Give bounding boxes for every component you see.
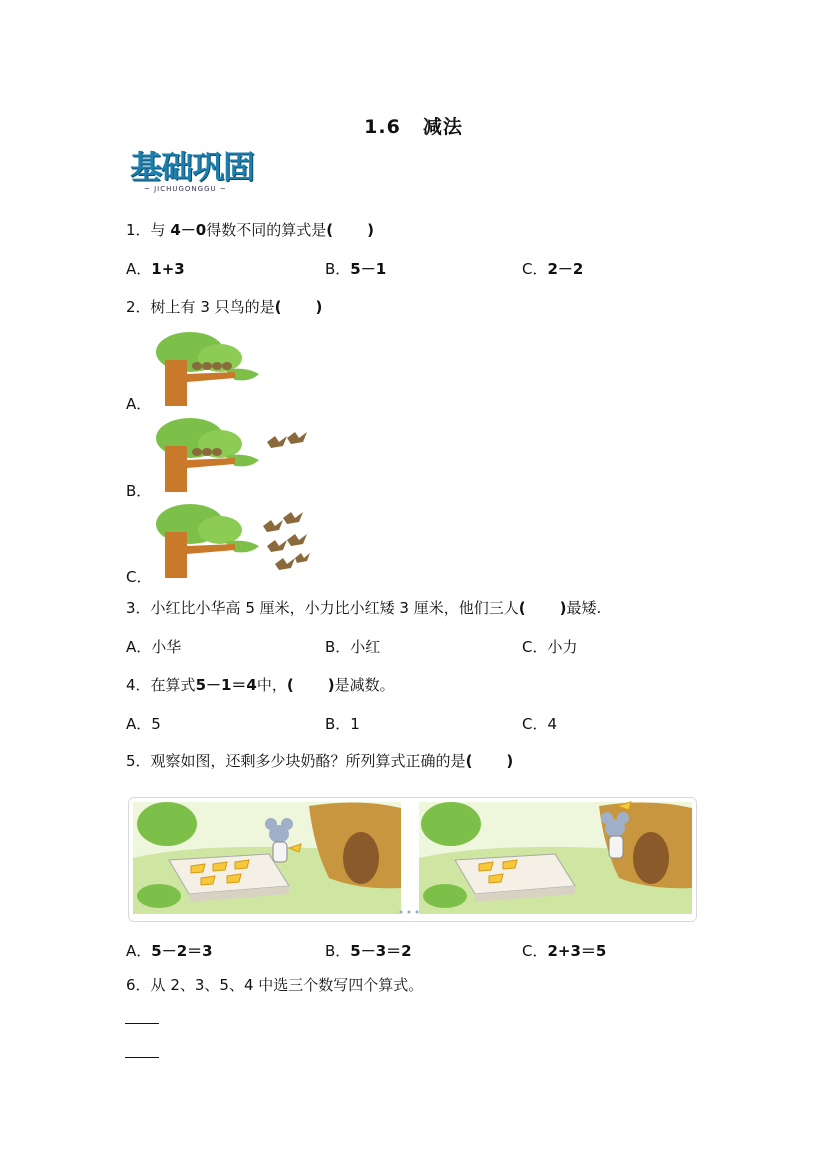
cheese-illustration xyxy=(128,797,697,922)
question-5 xyxy=(126,751,513,771)
option-label: B． xyxy=(325,715,351,733)
cheese-scene xyxy=(129,798,696,921)
tree-picture-b[interactable] xyxy=(155,416,315,492)
page-title xyxy=(0,112,827,139)
question-expression: 5－1＝4 xyxy=(195,676,257,694)
option-label: B． xyxy=(126,482,152,500)
option-text: 5－1 xyxy=(350,260,387,278)
option-a[interactable] xyxy=(126,259,185,279)
section-title: 减法 xyxy=(422,116,463,138)
option-label: A． xyxy=(126,715,152,733)
bird-icon xyxy=(263,512,310,570)
option-label: A． xyxy=(126,942,152,960)
banner-sub: ~ JICHUGONGGU ~ xyxy=(144,185,227,193)
option-text: 5－2＝3 xyxy=(151,942,213,960)
option-text: 4 xyxy=(547,715,558,733)
question-text: 中， xyxy=(256,676,287,694)
answer-paren-open: ( xyxy=(465,752,473,770)
question-number: 3． xyxy=(126,599,151,617)
question-4 xyxy=(126,675,395,695)
question-text: 小红比小华高 5 厘米，小力比小红矮 3 厘米，他们三人 xyxy=(150,599,519,617)
question-text: 观察如图，还剩多少块奶酪？所列算式正确的是 xyxy=(150,752,466,770)
option-label: A． xyxy=(126,260,152,278)
option-text: 小力 xyxy=(547,638,578,656)
tree-picture-a[interactable] xyxy=(155,330,265,406)
answer-line-1[interactable] xyxy=(125,1022,159,1024)
section-number: 1.6 xyxy=(364,116,401,138)
option-b[interactable] xyxy=(325,637,380,657)
question-number: 6． xyxy=(126,976,151,994)
question-3 xyxy=(126,598,601,618)
question-text: 与 xyxy=(150,221,171,239)
option-label: C． xyxy=(522,942,548,960)
answer-paren-open: ( xyxy=(518,599,526,617)
answer-paren-close: ) xyxy=(559,599,567,617)
option-label: C． xyxy=(522,715,548,733)
option-label: A． xyxy=(126,638,152,656)
option-text: 2－2 xyxy=(547,260,584,278)
answer-paren-close: ) xyxy=(315,298,323,316)
option-a[interactable] xyxy=(126,394,151,414)
option-text: 1+3 xyxy=(151,260,185,278)
option-c[interactable] xyxy=(522,259,583,279)
option-text: 小华 xyxy=(151,638,182,656)
option-c[interactable] xyxy=(522,637,578,657)
answer-paren-close: ) xyxy=(367,221,374,239)
option-a[interactable] xyxy=(126,941,213,961)
option-a[interactable] xyxy=(126,714,161,734)
answer-paren-close: ) xyxy=(327,676,335,694)
answer-paren-close: ) xyxy=(506,752,514,770)
option-label: C． xyxy=(522,260,548,278)
question-number: 2． xyxy=(126,298,151,316)
question-number: 1． xyxy=(126,221,151,239)
option-text: 小红 xyxy=(350,638,381,656)
option-b[interactable] xyxy=(126,481,151,501)
question-6 xyxy=(126,975,423,995)
option-c[interactable] xyxy=(522,941,606,961)
question-text: 最矮. xyxy=(566,599,602,617)
option-text: 5－3＝2 xyxy=(350,942,412,960)
answer-paren-open: ( xyxy=(326,221,334,239)
question-text: 得数不同的算式是 xyxy=(206,221,327,239)
option-c[interactable] xyxy=(522,714,557,734)
option-label: C． xyxy=(522,638,548,656)
question-number: 5． xyxy=(126,752,151,770)
tree-picture-c[interactable] xyxy=(155,502,315,578)
option-label: B． xyxy=(325,638,351,656)
option-label: C． xyxy=(126,568,152,586)
question-2 xyxy=(126,297,322,317)
option-text: 1 xyxy=(350,715,360,733)
option-label: B． xyxy=(325,260,351,278)
option-b[interactable] xyxy=(325,941,412,961)
option-label: B． xyxy=(325,942,351,960)
question-number: 4． xyxy=(126,676,151,694)
question-text: 在算式 xyxy=(150,676,196,694)
option-b[interactable] xyxy=(325,259,386,279)
question-1 xyxy=(126,220,374,240)
answer-paren-open: ( xyxy=(274,298,282,316)
option-b[interactable] xyxy=(325,714,360,734)
answer-paren-open: ( xyxy=(286,676,294,694)
option-text: 5 xyxy=(151,715,161,733)
option-text: 2+3＝5 xyxy=(547,942,607,960)
question-text: 是减数。 xyxy=(334,676,395,694)
answer-line-2[interactable] xyxy=(125,1056,159,1058)
question-text: 树上有 3 只鸟的是 xyxy=(150,298,275,316)
section-banner xyxy=(130,150,280,198)
banner-main: 基础巩固 xyxy=(130,148,255,186)
option-a[interactable] xyxy=(126,637,181,657)
question-expression: 4－0 xyxy=(170,221,207,239)
question-text: 从 2、3、5、4 中选三个数写四个算式。 xyxy=(150,976,424,994)
option-c[interactable] xyxy=(126,567,151,587)
option-label: A． xyxy=(126,395,152,413)
